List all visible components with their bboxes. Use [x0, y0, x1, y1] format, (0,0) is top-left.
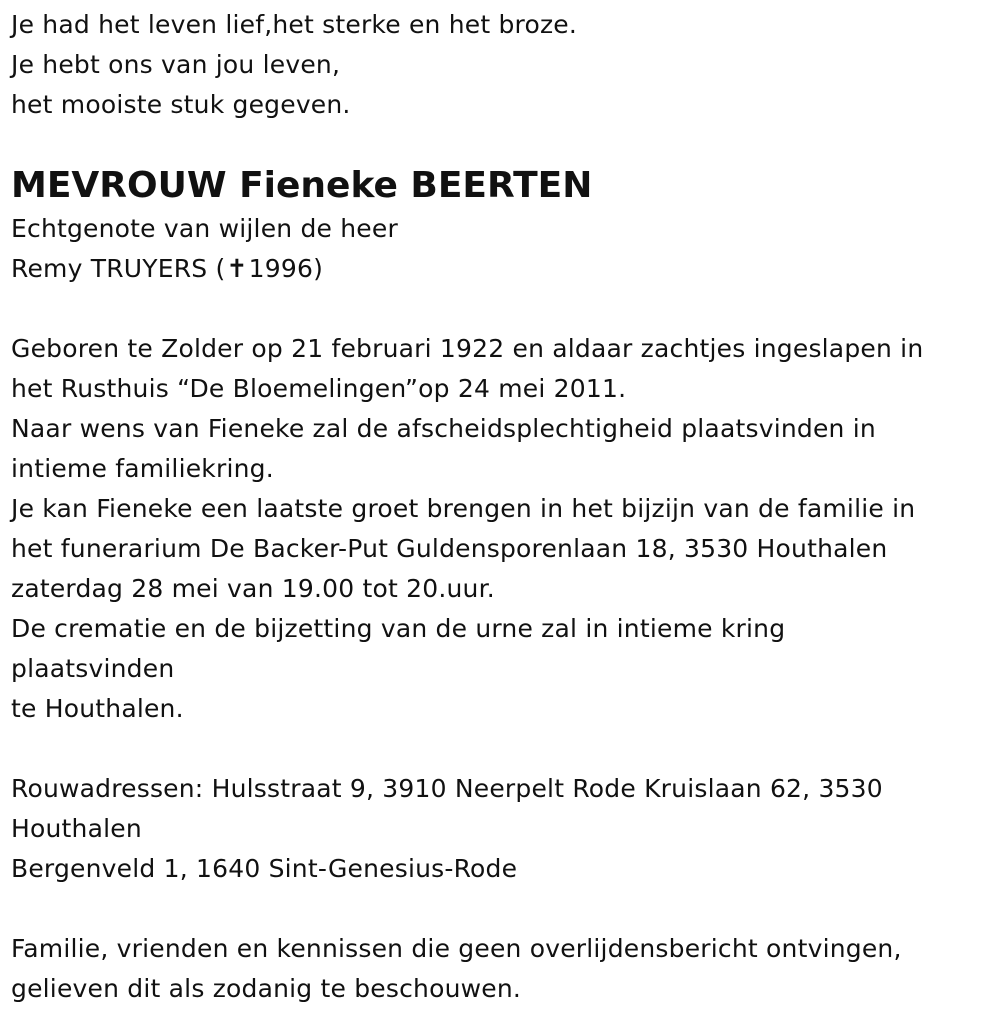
- address-line: Houthalen: [11, 814, 142, 843]
- deceased-name: MEVROUW Fieneke BEERTEN: [11, 165, 593, 206]
- spouse-info: [11, 209, 986, 289]
- body-line: te Houthalen.: [11, 694, 184, 723]
- closing-line: gelieven dit als zodanig te beschouwen.: [11, 974, 522, 1003]
- address-line: Rouwadressen: Hulsstraat 9, 3910 Neerpelt Rode Kruislaan 62, 3530: [11, 774, 883, 803]
- spacer: [11, 889, 986, 929]
- body-line: plaatsvinden: [11, 654, 175, 683]
- body-line: intieme familiekring.: [11, 454, 274, 483]
- mourning-addresses: [11, 769, 986, 889]
- body-line: het funerarium De Backer-Put Guldensporenlaan 18, 3530 Houthalen: [11, 534, 888, 563]
- body-line: De crematie en de bijzetting van de urne zal in intieme kring: [11, 614, 786, 643]
- poem: [11, 5, 986, 125]
- body-line: het Rusthuis “De Bloemelingen”op 24 mei 2011.: [11, 374, 627, 403]
- spacer: [11, 289, 986, 329]
- body-line: Geboren te Zolder op 21 februari 1922 en aldaar zachtjes ingeslapen in: [11, 334, 924, 363]
- poem-line: Je had het leven lief,het sterke en het broze.: [11, 10, 578, 39]
- address-line: Bergenveld 1, 1640 Sint-Genesius-Rode: [11, 854, 518, 883]
- body-line: Naar wens van Fieneke zal de afscheidsplechtigheid plaatsvinden in: [11, 414, 876, 443]
- death-notice: [11, 0, 986, 1009]
- body-line: Je kan Fieneke een laatste groet brengen in het bijzijn van de familie in: [11, 494, 916, 523]
- body-line: zaterdag 28 mei van 19.00 tot 20.uur.: [11, 574, 495, 603]
- cross-icon: ✝: [226, 254, 248, 283]
- spouse-line: Echtgenote van wijlen de heer: [11, 214, 398, 243]
- closing-note: [11, 929, 986, 1009]
- death-year: 1996): [248, 254, 324, 283]
- poem-line: het mooiste stuk gegeven.: [11, 90, 351, 119]
- spacer: [11, 729, 986, 769]
- closing-line: Familie, vrienden en kennissen die geen overlijdensbericht ontvingen,: [11, 934, 902, 963]
- spouse-name-line: [11, 249, 986, 289]
- spouse-name: Remy TRUYERS (: [11, 254, 226, 283]
- poem-line: Je hebt ons van jou leven,: [11, 50, 341, 79]
- notice-body: [11, 329, 986, 729]
